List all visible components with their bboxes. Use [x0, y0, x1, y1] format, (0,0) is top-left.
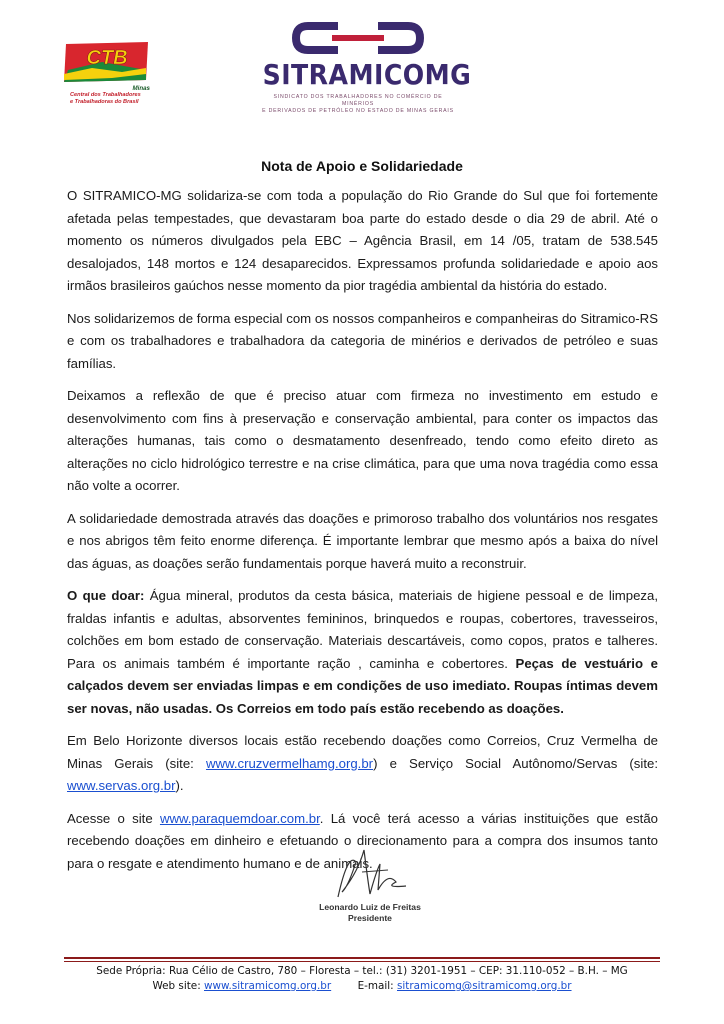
footer-divider	[64, 957, 660, 959]
signatory-role: Presidente	[348, 913, 392, 923]
sitramico-subtitle-2: E DERIVADOS DE PETRÓLEO NO ESTADO DE MINAS GERAIS	[262, 108, 454, 114]
ctb-flag-icon	[62, 40, 152, 84]
signatory	[300, 902, 440, 924]
donation-label: O que doar:	[67, 588, 145, 603]
donation-list: Água mineral, produtos da cesta básica, materiais de higiene pessoal e de limpeza, fraldas infantis e adultas, absorventes femininos, brinquedos e roupas, cobertores, travesseiros, colchões em bom estado de conservação. Materiais descartáveis, como copos, pratos e talheres. Para os animais também é importante ração , caminha e cobertores.	[67, 588, 659, 671]
cruz-vermelha-link[interactable]: www.cruzvermelhamg.org.br	[205, 755, 374, 771]
footer-divider-thin	[64, 961, 660, 962]
sitramico-subtitle-1: SINDICATO DOS TRABALHADORES NO COMÉRCIO DE MINÉRIOS	[273, 94, 443, 107]
paragraph-4: A solidariedade demostrada através das doações e primoroso trabalho dos voluntários nos resgates e nos abrigos têm feito enorme diferença. É importante lembrar que mesmo após a baixa do nível das águas, as doações serão fundamentais porque haverá muito a reconstruir.	[67, 510, 658, 571]
website-link[interactable]: www.sitramicomg.org.br	[204, 980, 332, 992]
paragraph-3: Deixamos a reflexão de que é preciso atuar com firmeza no investimento em estudo e desenvolvimento com fins à preservação e conservação ambiental, para conter os impactos das alterações humanas, tais como o desmatamento desenfreado, tendo como efeito direto as alterações no ciclo hidrológico terrestre e na crise climática, para que uma nova tragédia como essa não volte a ocorrer.	[67, 388, 658, 493]
paragraph-2: Nos solidarizemos de forma especial com os nossos companheiros e companheiras do Sitramico-RS e com os trabalhadores e trabalhadora da categoria de minérios e derivados de petróleo e suas famílias.	[67, 310, 658, 371]
footer-address: Sede Própria: Rua Célio de Castro, 780 – Floresta – tel.: (31) 3201-1951 – CEP: 31.110-052 – B.H. – MG	[96, 965, 628, 977]
paragraph-6-text-a: Em Belo Horizonte diversos locais estão recebendo doações como Correios, Cruz Vermelha de Minas Gerais (site:	[67, 733, 658, 771]
paragraph-5	[67, 585, 658, 720]
ctb-minas: Minas	[132, 85, 150, 92]
website-label: Web site:	[152, 980, 204, 992]
paragraph-7-text-a: Acesse o site	[67, 810, 160, 826]
paragraph-1: O SITRAMICO-MG solidariza-se com toda a população do Rio Grande do Sul que foi fortemente afetada pelas tempestades, que devastaram boa parte do estado desde o dia 29 de abril. Até o momento os números divulgados pela EBC – Agência Brasil, em 14 /05, tratam de 538.545 desalojados, 148 mortos e 124 desaparecidos. Expressamos profunda solidariedade e apoio aos irmãos brasileiros gaúchos nesse momento da pior tragédia ambiental da história do estado.	[67, 188, 658, 293]
svg-text:CTB: CTB	[86, 47, 128, 69]
paragraph-6-text-b: ) e Serviço Social Autônomo/Servas (site:	[373, 755, 658, 771]
ctb-subtitle-1: Central dos Trabalhadores	[70, 92, 141, 99]
paraquemdoar-link[interactable]: www.paraquemdoar.com.br	[159, 810, 320, 826]
sitramico-title: SITRAMICOMG	[262, 58, 472, 91]
paragraph-6	[67, 730, 658, 798]
donation-note: Peças de vestuário e calçados devem ser enviadas limpas e em condições de uso imediato. Roupas íntimas devem ser novas, não usadas. Os Correios em todo país estão recebendo as doações.	[67, 655, 659, 716]
ctb-subtitle-2: e Trabalhadoras do Brasil	[70, 98, 139, 105]
ctb-logo	[62, 40, 152, 110]
signatory-name: Leonardo Luiz de Freitas	[319, 902, 421, 912]
paragraph-7-text-b: . Lá você terá acesso a várias instituições que estão recebendo doações em dinheiro e efetuando o direcionamento para a compra dos insumos tanto para o resgate e atendimento humano e de animais.	[67, 810, 658, 871]
document-title: Nota de Apoio e Solidariedade	[261, 158, 463, 174]
servas-link[interactable]: www.servas.org.br	[67, 778, 176, 793]
paragraph-6-text-c: ).	[175, 778, 184, 793]
email-link[interactable]: sitramicomg@sitramicomg.org.br	[397, 980, 572, 992]
document-body	[67, 185, 658, 885]
sitramico-subtitle	[258, 94, 458, 115]
email-label: E-mail:	[357, 980, 397, 992]
footer-contacts	[0, 980, 724, 992]
ctb-subtitle	[70, 86, 156, 105]
